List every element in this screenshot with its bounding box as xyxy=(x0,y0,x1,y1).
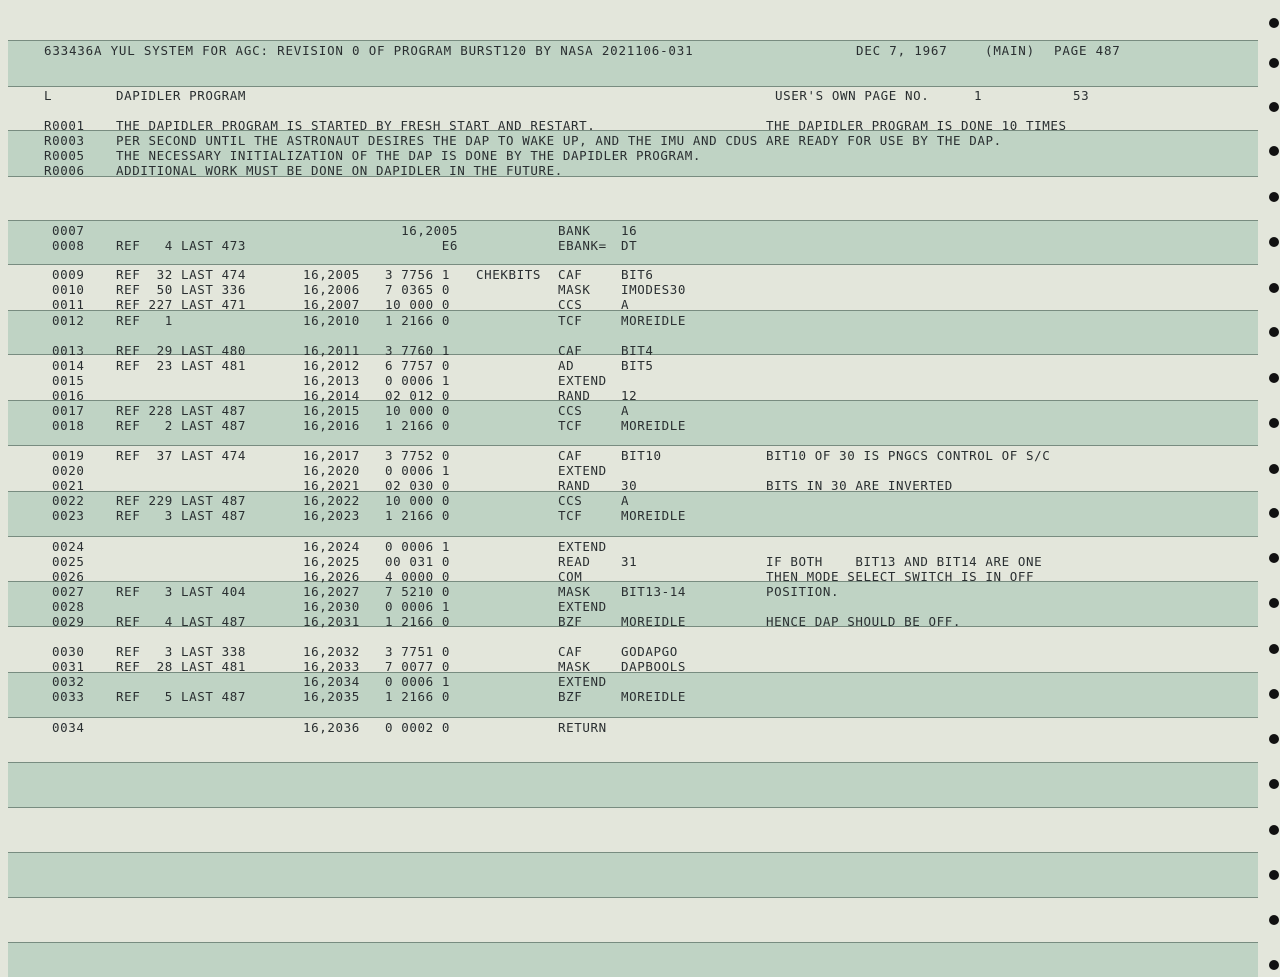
octal-word: 0 0006 1 xyxy=(385,539,451,554)
line-number: 0014 xyxy=(52,358,85,373)
sprocket-hole xyxy=(1269,870,1279,880)
address: 16,2020 xyxy=(303,463,360,478)
line-number: 0010 xyxy=(52,282,85,297)
sprocket-hole xyxy=(1269,237,1279,247)
band-rule xyxy=(8,220,1258,221)
address: 16,2033 xyxy=(303,659,360,674)
line-number: 0007 xyxy=(52,223,85,238)
octal-word: 10 000 0 xyxy=(385,297,451,312)
comment: HENCE DAP SHOULD BE OFF. xyxy=(766,614,962,629)
opcode: EXTEND xyxy=(558,463,607,478)
octal-word: 0 0006 1 xyxy=(385,674,451,689)
band-rule xyxy=(8,897,1258,898)
header-date: DEC 7, 1967 xyxy=(856,43,948,58)
opcode: CAF xyxy=(558,343,583,358)
opcode: TCF xyxy=(558,313,583,328)
line-number: 0013 xyxy=(52,343,85,358)
comment: BITS IN 30 ARE INVERTED xyxy=(766,478,953,493)
sprocket-hole xyxy=(1269,598,1279,608)
sprocket-hole xyxy=(1269,418,1279,428)
band-rule xyxy=(8,581,1258,582)
opcode: RETURN xyxy=(558,720,607,735)
address: 16,2025 xyxy=(303,554,360,569)
band-rule xyxy=(8,852,1258,853)
line-number: 0026 xyxy=(52,569,85,584)
address: 16,2021 xyxy=(303,478,360,493)
line-number: 0025 xyxy=(52,554,85,569)
address: 16,2016 xyxy=(303,418,360,433)
octal-word: 1 2166 0 xyxy=(385,508,451,523)
octal-word: 00 031 0 xyxy=(385,554,451,569)
octal-word: 02 030 0 xyxy=(385,478,451,493)
address: 16,2012 xyxy=(303,358,360,373)
sprocket-hole xyxy=(1269,146,1279,156)
line-number: 0011 xyxy=(52,297,85,312)
line-number: 0012 xyxy=(52,313,85,328)
line-number: 0016 xyxy=(52,388,85,403)
address: 16,2013 xyxy=(303,373,360,388)
remark-id: R0006 xyxy=(44,163,85,178)
address: 16,2035 xyxy=(303,689,360,704)
line-number: 0022 xyxy=(52,493,85,508)
comment: BIT10 OF 30 IS PNGCS CONTROL OF S/C xyxy=(766,448,1051,463)
operand: BIT6 xyxy=(621,267,654,282)
comment: THEN MODE SELECT SWITCH IS IN OFF xyxy=(766,569,1035,584)
address: 16,2036 xyxy=(303,720,360,735)
ref-info: REF 4 LAST 473 xyxy=(116,238,247,253)
octal-word: 7 0365 0 xyxy=(385,282,451,297)
band-rule xyxy=(8,536,1258,537)
ref-info: REF 1 xyxy=(116,313,173,328)
line-number: 0009 xyxy=(52,267,85,282)
operand: GODAPGO xyxy=(621,644,678,659)
opcode: CAF xyxy=(558,644,583,659)
band-rule xyxy=(8,942,1258,943)
operand: MOREIDLE xyxy=(621,508,687,523)
sprocket-hole xyxy=(1269,508,1279,518)
octal-word: 7 5210 0 xyxy=(385,584,451,599)
ref-info: REF 32 LAST 474 xyxy=(116,267,247,282)
label: CHEKBITS xyxy=(476,267,542,282)
sprocket-hole xyxy=(1269,102,1279,112)
remark-text: PER SECOND UNTIL THE ASTRONAUT DESIRES THE DAP TO WAKE UP, AND THE IMU AND CDUS ARE READY FOR USE BY THE DAP. xyxy=(116,133,1002,148)
opcode: BZF xyxy=(558,689,583,704)
subheader-title: DAPIDLER PROGRAM xyxy=(116,88,247,103)
address: 16,2010 xyxy=(303,313,360,328)
line-number: 0027 xyxy=(52,584,85,599)
address: 16,2007 xyxy=(303,297,360,312)
line-number: 0021 xyxy=(52,478,85,493)
line-number: 0008 xyxy=(52,238,85,253)
sprocket-hole xyxy=(1269,779,1279,789)
opcode: READ xyxy=(558,554,591,569)
octal-word: 1 2166 0 xyxy=(385,418,451,433)
opcode: CCS xyxy=(558,403,583,418)
opcode: MASK xyxy=(558,659,591,674)
octal-word: 3 7751 0 xyxy=(385,644,451,659)
sprocket-hole xyxy=(1269,192,1279,202)
octal-word: 1 2166 0 xyxy=(385,313,451,328)
sprocket-hole xyxy=(1269,734,1279,744)
opcode: CAF xyxy=(558,267,583,282)
remark-id: R0005 xyxy=(44,148,85,163)
line-number: 0030 xyxy=(52,644,85,659)
ref-info: REF 2 LAST 487 xyxy=(116,418,247,433)
sprocket-hole xyxy=(1269,553,1279,563)
remark-id: R0001 xyxy=(44,118,85,133)
opcode: EXTEND xyxy=(558,599,607,614)
remark-id: R0003 xyxy=(44,133,85,148)
ref-info: REF 227 LAST 471 xyxy=(116,297,247,312)
address: 16,2031 xyxy=(303,614,360,629)
opcode: EXTEND xyxy=(558,674,607,689)
address: 16,2023 xyxy=(303,508,360,523)
sprocket-hole xyxy=(1269,373,1279,383)
band-strip-9 xyxy=(8,762,1258,807)
remark-extra: THE DAPIDLER PROGRAM IS DONE 10 TIMES xyxy=(766,118,1067,133)
opcode: CCS xyxy=(558,493,583,508)
comment: IF BOTH BIT13 AND BIT14 ARE ONE xyxy=(766,554,1043,569)
operand: BIT10 xyxy=(621,448,662,463)
comment: POSITION. xyxy=(766,584,840,599)
line-number: 0031 xyxy=(52,659,85,674)
address: 16,2011 xyxy=(303,343,360,358)
operand: 16 xyxy=(621,223,638,238)
sprocket-hole xyxy=(1269,825,1279,835)
address: 16,2005 xyxy=(303,267,360,282)
operand: A xyxy=(621,297,630,312)
operand: MOREIDLE xyxy=(621,614,687,629)
address: 16,2014 xyxy=(303,388,360,403)
octal-word: 10 000 0 xyxy=(385,493,451,508)
sprocket-hole xyxy=(1269,58,1279,68)
band-rule xyxy=(8,445,1258,446)
line-number: 0015 xyxy=(52,373,85,388)
address: 16,2027 xyxy=(303,584,360,599)
operand: MOREIDLE xyxy=(621,418,687,433)
line-number: 0018 xyxy=(52,418,85,433)
band-rule xyxy=(8,86,1258,87)
sprocket-hole xyxy=(1269,915,1279,925)
users-page-number: 1 xyxy=(974,88,983,103)
opcode: CAF xyxy=(558,448,583,463)
remark-text: ADDITIONAL WORK MUST BE DONE ON DAPIDLER IN THE FUTURE. xyxy=(116,163,563,178)
card-label: 53 xyxy=(1073,88,1090,103)
band-rule xyxy=(8,264,1258,265)
address: 16,2026 xyxy=(303,569,360,584)
ref-info: REF 23 LAST 481 xyxy=(116,358,247,373)
sprocket-hole xyxy=(1269,464,1279,474)
sprocket-hole xyxy=(1269,327,1279,337)
octal-word: 0 0006 1 xyxy=(385,599,451,614)
opcode: BANK xyxy=(558,223,591,238)
header-page: PAGE 487 xyxy=(1054,43,1121,58)
octal-word: 6 7757 0 xyxy=(385,358,451,373)
opcode: COM xyxy=(558,569,583,584)
band-rule xyxy=(8,717,1258,718)
ref-info: REF 29 LAST 480 xyxy=(116,343,247,358)
opcode: EBANK= xyxy=(558,238,607,253)
address: 16,2006 xyxy=(303,282,360,297)
sprocket-hole xyxy=(1269,960,1279,970)
line-number: 0028 xyxy=(52,599,85,614)
line-number: 0017 xyxy=(52,403,85,418)
users-page-label: USER'S OWN PAGE NO. xyxy=(775,88,930,103)
header-section: (MAIN) xyxy=(985,43,1035,58)
octal-word: 0 0006 1 xyxy=(385,463,451,478)
operand: A xyxy=(621,403,630,418)
remark-text: THE NECESSARY INITIALIZATION OF THE DAP IS DONE BY THE DAPIDLER PROGRAM. xyxy=(116,148,702,163)
octal-word: 0 0006 1 xyxy=(385,373,451,388)
ref-info: REF 5 LAST 487 xyxy=(116,689,247,704)
address: 16,2032 xyxy=(303,644,360,659)
ref-info: REF 50 LAST 336 xyxy=(116,282,247,297)
opcode: TCF xyxy=(558,418,583,433)
octal-word: 3 7752 0 xyxy=(385,448,451,463)
remark-text: THE DAPIDLER PROGRAM IS STARTED BY FRESH START AND RESTART. xyxy=(116,118,596,133)
band-strip-10 xyxy=(8,852,1258,897)
line-number: 0023 xyxy=(52,508,85,523)
band-rule xyxy=(8,40,1258,41)
octal-word: 1 2166 0 xyxy=(385,614,451,629)
opcode: EXTEND xyxy=(558,539,607,554)
opcode: BZF xyxy=(558,614,583,629)
opcode: MASK xyxy=(558,282,591,297)
sprocket-hole xyxy=(1269,644,1279,654)
octal-word: 1 2166 0 xyxy=(385,689,451,704)
octal-word: 10 000 0 xyxy=(385,403,451,418)
operand: BIT13-14 xyxy=(621,584,687,599)
opcode: AD xyxy=(558,358,575,373)
ref-info: REF 37 LAST 474 xyxy=(116,448,247,463)
octal-word: 4 0000 0 xyxy=(385,569,451,584)
line-number: 0019 xyxy=(52,448,85,463)
subheader-type: L xyxy=(44,88,53,103)
opcode: RAND xyxy=(558,478,591,493)
header-line: 633436A YUL SYSTEM FOR AGC: REVISION 0 OF PROGRAM BURST120 BY NASA 2021106-031 xyxy=(44,43,694,58)
address: 16,2022 xyxy=(303,493,360,508)
band-rule xyxy=(8,807,1258,808)
operand: MOREIDLE xyxy=(621,313,687,328)
octal-word: 3 7756 1 xyxy=(385,267,451,282)
sprocket-hole xyxy=(1269,689,1279,699)
ref-info: REF 3 LAST 404 xyxy=(116,584,247,599)
opcode: CCS xyxy=(558,297,583,312)
address: 16,2034 xyxy=(303,674,360,689)
operand: MOREIDLE xyxy=(621,689,687,704)
octal-word: 7 0077 0 xyxy=(385,659,451,674)
ref-info: REF 4 LAST 487 xyxy=(116,614,247,629)
operand: BIT4 xyxy=(621,343,654,358)
opcode: MASK xyxy=(558,584,591,599)
line-number: 0033 xyxy=(52,689,85,704)
address: 16,2030 xyxy=(303,599,360,614)
address: 16,2024 xyxy=(303,539,360,554)
ref-info: REF 228 LAST 487 xyxy=(116,403,247,418)
ref-info: REF 3 LAST 487 xyxy=(116,508,247,523)
band-rule xyxy=(8,762,1258,763)
opcode: RAND xyxy=(558,388,591,403)
line-number: 0029 xyxy=(52,614,85,629)
operand: IMODES30 xyxy=(621,282,687,297)
operand: A xyxy=(621,493,630,508)
octal-word: 02 012 0 xyxy=(385,388,451,403)
sprocket-hole xyxy=(1269,18,1279,28)
operand: 31 xyxy=(621,554,638,569)
operand: 30 xyxy=(621,478,638,493)
ref-info: REF 229 LAST 487 xyxy=(116,493,247,508)
address: 16,2005 xyxy=(401,223,458,238)
operand: DT xyxy=(621,238,638,253)
line-number: 0034 xyxy=(52,720,85,735)
operand: 12 xyxy=(621,388,638,403)
operand: BIT5 xyxy=(621,358,654,373)
opcode: TCF xyxy=(558,508,583,523)
address: E6 xyxy=(441,238,458,253)
address: 16,2015 xyxy=(303,403,360,418)
ref-info: REF 3 LAST 338 xyxy=(116,644,247,659)
octal-word: 0 0002 0 xyxy=(385,720,451,735)
line-number: 0020 xyxy=(52,463,85,478)
line-number: 0032 xyxy=(52,674,85,689)
band-strip-11 xyxy=(8,942,1258,977)
operand: DAPBOOLS xyxy=(621,659,687,674)
line-number: 0024 xyxy=(52,539,85,554)
sprocket-hole xyxy=(1269,283,1279,293)
octal-word: 3 7760 1 xyxy=(385,343,451,358)
ref-info: REF 28 LAST 481 xyxy=(116,659,247,674)
opcode: EXTEND xyxy=(558,373,607,388)
address: 16,2017 xyxy=(303,448,360,463)
